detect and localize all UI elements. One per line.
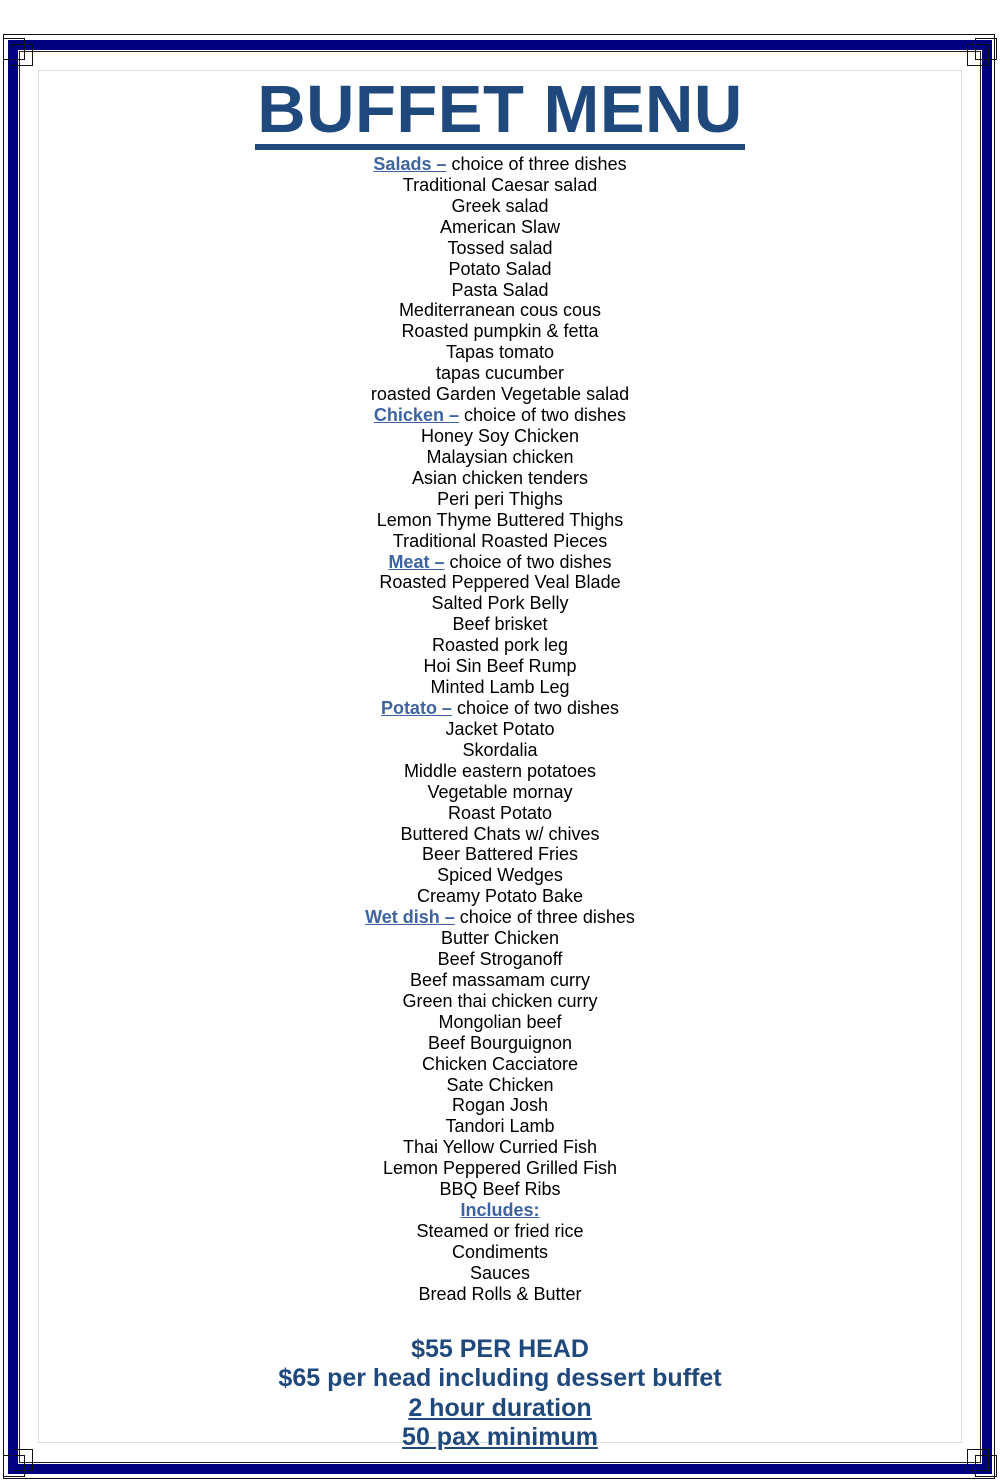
menu-item: Rogan Josh [451,1095,549,1116]
menu-item: Peri peri Thighs [437,488,563,509]
menu-item: Beef Stroganoff [437,949,563,970]
menu-item: Jacket Potato [445,718,555,739]
menu-item: Steamed or fried rice [416,1221,584,1242]
menu-item: American Slaw [439,216,561,237]
menu-item: Chicken Cacciatore [421,1053,579,1074]
section-heading [0,698,1000,719]
menu-item: Malaysian chicken [426,446,574,467]
menu-item: Roasted pumpkin & fetta [401,321,599,342]
menu-item: tapas cucumber [435,363,565,384]
pricing [0,1335,1000,1453]
menu-item: Roast Potato [447,802,553,823]
menu-item: BBQ Beef Ribs [439,1179,561,1200]
corner-ornament [11,44,33,66]
menu-item: Lemon Peppered Grilled Fish [382,1158,618,1179]
menu-item: Beef brisket [452,614,548,635]
menu-item: Honey Soy Chicken [420,425,580,446]
menu-item: Sauces [469,1262,531,1283]
section-heading [0,552,1000,573]
menu-item: Potato Salad [448,258,552,279]
menu-item: Mediterranean cous cous [398,300,602,321]
menu-item: Thai Yellow Curried Fish [402,1137,598,1158]
menu-item: Traditional Roasted Pieces [392,530,608,551]
section-note: choice of two dishes [444,551,612,572]
menu-item: Butter Chicken [440,928,560,949]
section-title: Wet dish – [365,907,455,928]
menu-item: Spiced Wedges [437,865,563,886]
section-heading [0,154,1000,175]
menu-item: Tandori Lamb [445,1116,555,1137]
menu-item: Skordalia [462,739,538,760]
section-heading [0,907,1000,928]
menu-item: Roasted Peppered Veal Blade [379,572,621,593]
menu-item: Lemon Thyme Buttered Thighs [376,509,624,530]
menu-item: Traditional Caesar salad [402,174,598,195]
section-heading [0,1200,1000,1221]
menu-item: Green thai chicken curry [402,990,598,1011]
section-title: Salads – [373,154,447,174]
section-note: choice of three dishes [446,154,627,174]
menu-item: roasted Garden Vegetable salad [370,384,630,405]
menu-item: Hoi Sin Beef Rump [423,656,577,677]
section-note: choice of two dishes [451,697,620,718]
section-title: Meat – [388,551,445,572]
menu-item: Mongolian beef [438,1011,562,1032]
menu-item: Minted Lamb Leg [430,677,570,698]
price-with-dessert: $65 per head including dessert buffet [278,1364,722,1393]
menu-item: Beef massamam curry [409,969,591,990]
menu-item: Beef Bourguignon [427,1032,573,1053]
section-note: choice of two dishes [458,405,627,426]
menu-item: Sate Chicken [446,1074,554,1095]
menu-item: Pasta Salad [451,279,549,300]
menu-item: Bread Rolls & Butter [418,1283,582,1304]
menu-item: Tapas tomato [445,342,555,363]
menu-item: Creamy Potato Bake [416,886,584,907]
menu-content [0,72,1000,1453]
menu-item: Middle eastern potatoes [403,760,597,781]
section-title: Includes: [460,1200,540,1221]
section-heading [0,405,1000,426]
section-title: Potato – [380,697,452,718]
menu-item: Salted Pork Belly [431,593,569,614]
menu-item: Roasted pork leg [431,635,569,656]
duration: 2 hour duration [408,1393,592,1422]
section-title: Chicken – [373,405,459,426]
menu-sections [0,154,1000,1305]
menu-item: Tossed salad [447,237,553,258]
menu-item: Greek salad [451,195,549,216]
price-per-head: $55 PER HEAD [411,1334,589,1363]
corner-ornament [967,44,989,66]
menu-item: Buttered Chats w/ chives [400,823,600,844]
section-note: choice of three dishes [454,907,635,928]
menu-item: Condiments [451,1241,549,1262]
menu-item: Beer Battered Fries [421,844,579,865]
minimum: 50 pax minimum [402,1423,598,1452]
menu-item: Vegetable mornay [427,781,573,802]
menu-item: Asian chicken tenders [411,467,589,488]
page-title: BUFFET MENU [255,76,745,150]
